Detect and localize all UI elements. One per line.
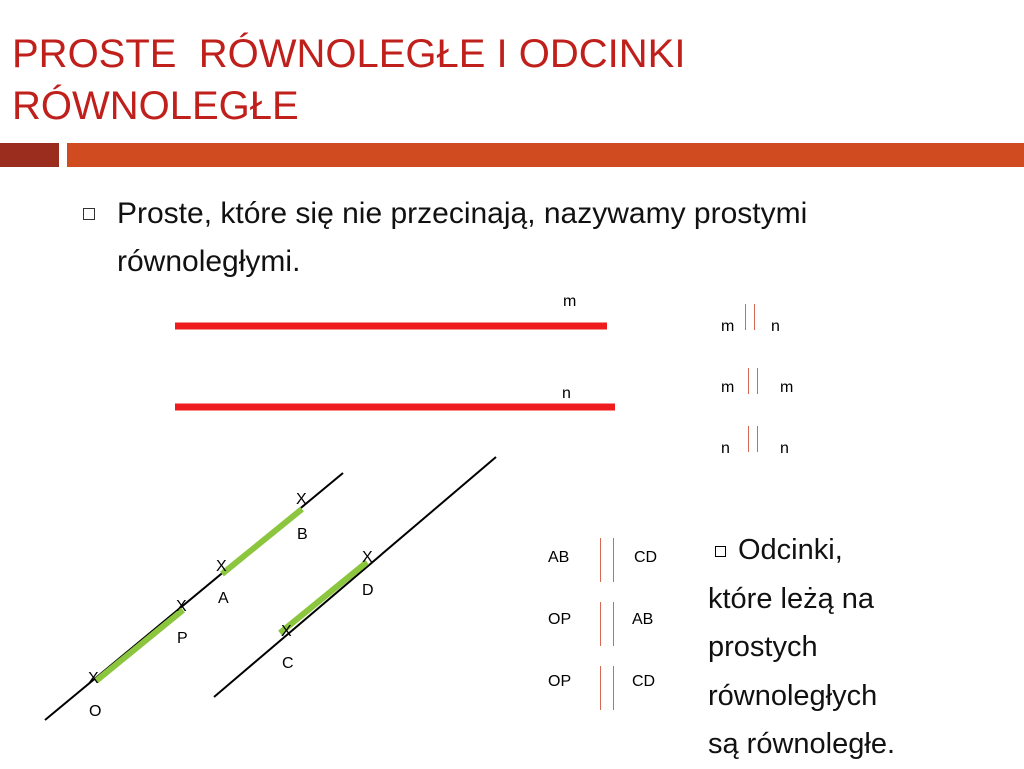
parallel-symbol: [600, 666, 614, 710]
point-label-c: C: [282, 655, 294, 672]
point-mark-b: X: [296, 491, 307, 508]
segment-ab: [222, 509, 302, 574]
parallel-1-left: m: [721, 318, 735, 335]
title-line-1: PROSTE RÓWNOLEGŁE I ODCINKI: [12, 32, 686, 76]
definition-line-1: Proste, które się nie przecinają, nazywamy prostymi: [117, 197, 808, 230]
point-label-d: D: [362, 582, 374, 599]
point-label-p: P: [177, 630, 188, 647]
statement-line-2: które leżą na: [708, 582, 875, 615]
statement-line-5: są równoległe.: [708, 728, 895, 760]
title-line-2: RÓWNOLEGŁE: [12, 84, 299, 128]
segment-pair-2-left: OP: [548, 611, 572, 628]
parallel-symbol: [748, 426, 758, 452]
segment-pair-3-right: CD: [632, 673, 656, 690]
segment-pair-1-left: AB: [548, 549, 570, 566]
statement-line-1: Odcinki,: [738, 534, 843, 566]
segment-cd: [280, 562, 367, 633]
point-label-o: O: [89, 703, 102, 720]
segment-pair-1-right: CD: [634, 549, 658, 566]
point-mark-a: X: [216, 558, 227, 575]
segment-pair-3-left: OP: [548, 673, 572, 690]
point-mark-c: X: [281, 623, 292, 640]
segment-pair-2-right: AB: [632, 611, 654, 628]
parallel-2-left: m: [721, 379, 735, 396]
point-label-a: A: [218, 590, 229, 607]
label-m: m: [563, 293, 577, 310]
label-n: n: [562, 385, 571, 402]
parallel-1-right: n: [771, 318, 780, 335]
parallel-symbol: [600, 602, 614, 646]
point-mark-d: X: [362, 549, 373, 566]
parallel-3-right: n: [780, 440, 789, 457]
segment-op: [96, 610, 183, 681]
parallel-symbol: [748, 368, 758, 394]
parallel-3-left: n: [721, 440, 730, 457]
point-label-b: B: [297, 526, 308, 543]
parallel-2-right: m: [780, 379, 794, 396]
statement-line-4: równoległych: [708, 679, 878, 712]
parallel-symbol: [600, 538, 614, 582]
segments-statement: [708, 526, 1008, 769]
point-mark-p: X: [176, 598, 187, 615]
definition-line-2: równoległymi.: [117, 245, 301, 278]
statement-line-3: prostych: [708, 631, 818, 663]
parallel-symbol: [745, 304, 755, 330]
point-mark-o: X: [88, 670, 99, 687]
black-line-right: [214, 457, 496, 697]
